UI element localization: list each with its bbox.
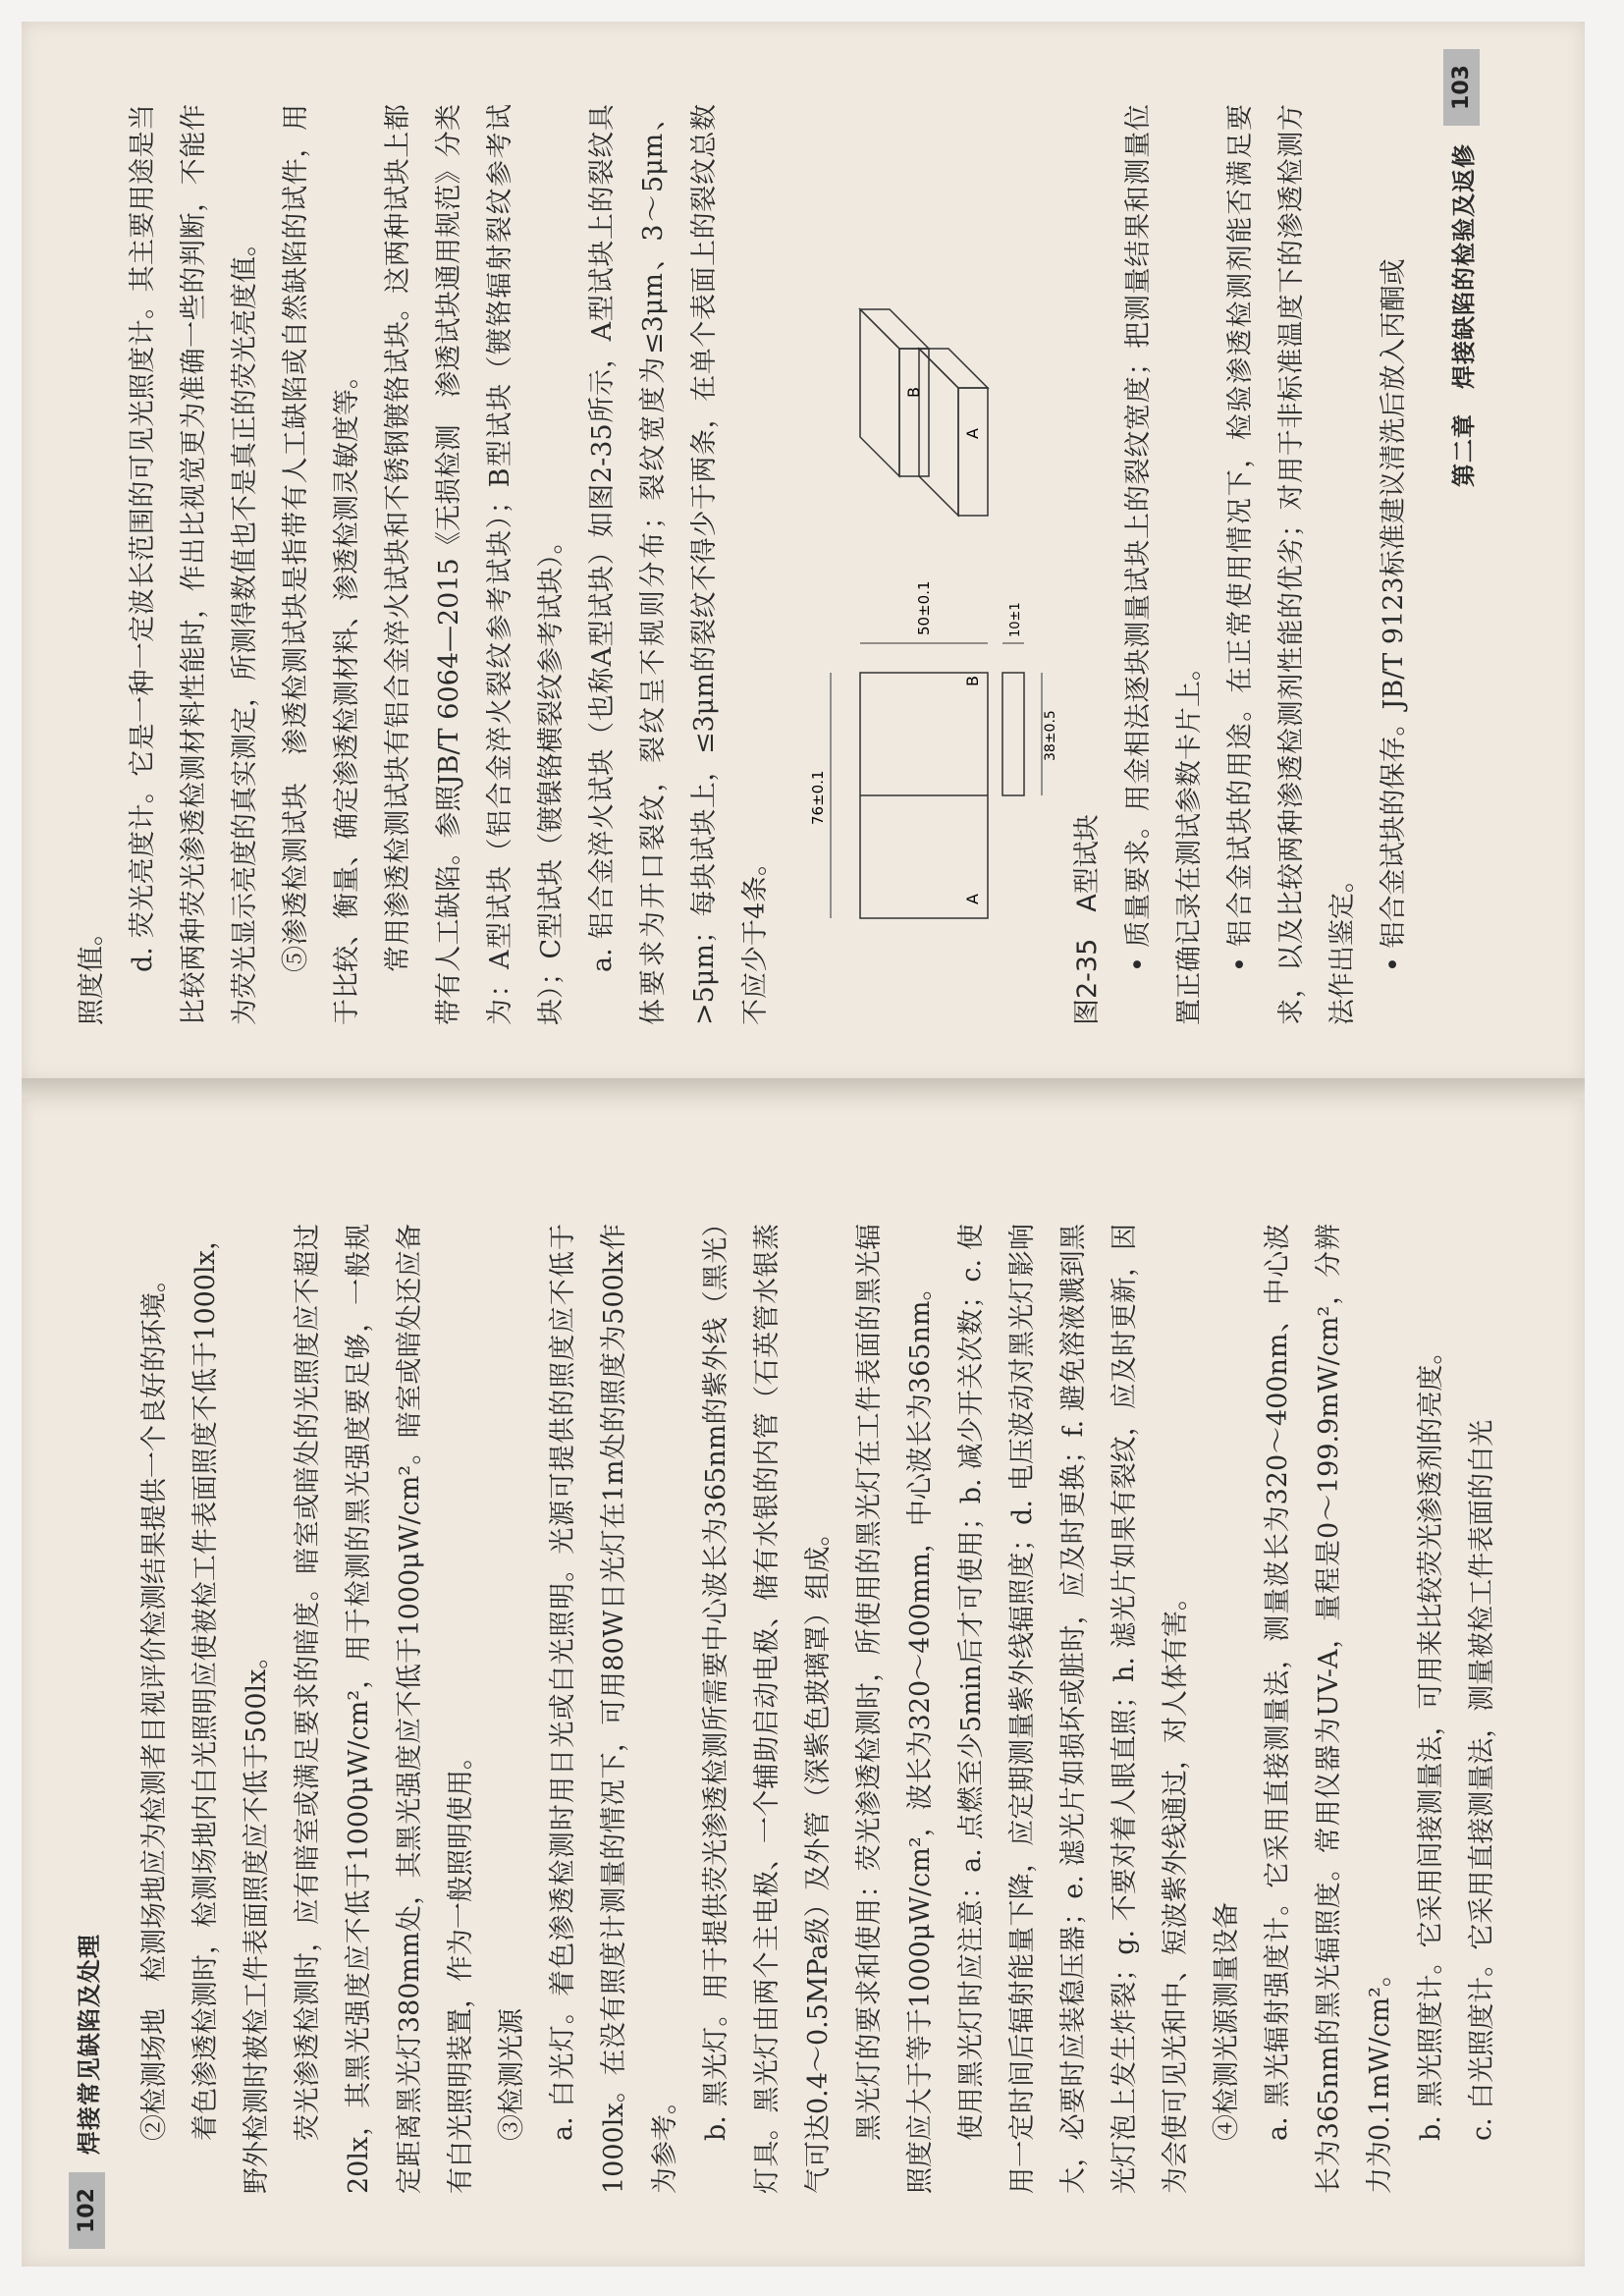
right-paragraph: 常用渗透检测试块有铝合金淬火试块和不锈钢镀铬试块。这两种试块上都带有人工缺陷。参照JB/T 6064—2015《无损检测 渗透试块通用规范》分类为：A型试块（铝合金淬火裂纹参考试块）；B型试块（镀铬辐射裂纹参考试块）；C型试块（镀镍铬横裂纹参考试块）。	[383, 104, 567, 1025]
iso-label-a: A	[963, 428, 982, 439]
dim-half: 38±0.5	[1043, 710, 1058, 761]
left-running-header	[59, 1169, 114, 2249]
right-paragraph: d. 荧光亮度计。它是一种一定波长范围的可见光照度计。其主要用途是当比较两种荧光渗透检测材料性能时，作出比视觉更为准确一些的判断，不能作为荧光显示亮度的真实测定，所测得数值也不是真正的荧光亮度值。	[128, 104, 260, 1025]
label-a: A	[963, 894, 982, 904]
left-section-heading: ④检测光源测量设备	[1212, 1902, 1242, 2141]
right-paragraph: ⑤渗透检测试块 渗透检测试块是指带有人工缺陷或自然缺陷的试件，用于比较、衡量、确定渗透检测材料、渗透检测灵敏度等。	[281, 104, 362, 1025]
left-paragraph: b. 黑光灯。用于提供荧光渗透检测所需要中心波长为365nm的紫外线（黑光）灯具。黑光灯由两个主电极、一个辅助启动电极、储有水银的内管（石英管水银蒸气可达0.4～0.5MPa级）及外管（深紫色玻璃罩）组成。	[701, 1224, 834, 2194]
left-paragraph: 着色渗透检测时，检测场地内白光照明应使被检工件表面照度不低于1000lx，野外检测时被检工件表面照度应不低于500lx。	[190, 1224, 272, 2194]
right-page-content	[59, 49, 1591, 1080]
iso-label-b: B	[904, 387, 923, 398]
right-bullet: • 质量要求。用金相法逐块测量试块上的裂纹宽度；把测量结果和测量位置正确记录在测试参数卡片上。	[1113, 104, 1216, 1025]
dim-length: 76±0.1	[809, 770, 827, 825]
left-page-body	[114, 1169, 1508, 2249]
right-paragraph: a. 铝合金淬火试块（也称A型试块）如图2-35所示，A型试块上的裂纹具体要求为开口裂纹，裂纹呈不规则分布；裂纹宽度为≤3μm、3～5μm、>5μm；每块试块上，≤3μm的裂纹不得少于两条，在单个表面上的裂纹总数不应少于4条。	[587, 104, 771, 1025]
left-paragraph: 黑光灯的要求和使用：荧光渗透检测时，所使用的黑光灯在工件表面的黑光辐照度应大于等于1000μW/cm²，波长为320～400mm，中心波长为365nm。	[854, 1224, 936, 2194]
left-paragraph: c. 白光照度计。它采用直接测量法，测量被检工件表面的白光	[1467, 1419, 1497, 2141]
figure-a-type-test-block	[791, 104, 1056, 1025]
figure-caption: 图2-35 A型试块	[1072, 814, 1103, 1025]
right-bullet: • 铝合金试块的用途。在正常使用情况下，检验渗透检测剂能否满足要求，以及比较两种渗透检测剂性能的优劣；对用于非标准温度下的渗透检测方法作出鉴定。	[1216, 104, 1369, 1025]
left-paragraph: a. 黑光辐射强度计。它采用直接测量法，测量波长为320～400nm、中心波长为365nm的黑光辐照度。常用仪器为UV-A，量程是0～199.9mW/cm²，分辨力为0.1mW/cm²。	[1263, 1224, 1395, 2194]
label-b: B	[963, 676, 982, 686]
right-paragraph: 照度值。	[77, 919, 107, 1025]
dim-thickness: 10±1	[1008, 602, 1023, 637]
left-paragraph: ②检测场地 检测场地应为检测者目视评价检测结果提供一个良好的环境。	[139, 1266, 170, 2141]
left-paragraph: 荧光渗透检测时，应有暗室或满足要求的暗度。暗室或暗处的光照度应不超过20lx，其黑光强度应不低于1000μW/cm²，用于检测的黑光强度要足够，一般规定距离黑光灯380mm处，其黑光强度应不低于1000μW/cm²。暗室或暗处还应备有白光照明装置，作为一般照明使用。	[293, 1224, 476, 2194]
left-paragraph: a. 白光灯。着色渗透检测时用日光或白光照明。光源可提供的照度应不低于1000lx。在没有照度计测量的情况下，可用80W日光灯在1m处的照度为500lx作为参考。	[548, 1224, 680, 2194]
left-page-content	[59, 1169, 1591, 2249]
block-side-view	[1002, 673, 1024, 795]
right-running-title: 第二章 焊接缺陷的检验及返修	[1449, 142, 1478, 487]
dim-width: 50±0.1	[915, 580, 933, 635]
right-page-body	[59, 49, 1420, 1080]
left-page-number: 102	[69, 2172, 105, 2249]
right-page-number: 103	[1443, 49, 1480, 126]
left-running-title: 焊接常见缺陷及处理	[75, 1934, 103, 2156]
right-running-header	[1434, 49, 1489, 1080]
isometric-blocks	[860, 309, 988, 516]
test-block-drawing	[791, 191, 1056, 938]
right-bullet: • 铝合金试块的保存。JB/T 9123标准建议清洗后放入丙酮或	[1369, 104, 1420, 1025]
left-paragraph: 使用黑光灯时应注意：a. 点燃至少5min后才可使用；b. 减少开关次数；c. 使用一定时间后辐射能量下降，应定期测量紫外线辐照度；d. 电压波动对黑光灯影响大，必要时应装稳压器；e. 滤光片如损坏或脏时，应及时更换；f. 避免溶液溅到黑光灯泡上发生炸裂；g. 不要对着人眼直照；h. 滤光片如果有裂纹，应及时更新，因为会使可见光和中、短波紫外线通过，对人体有害。	[956, 1224, 1191, 2194]
left-section-heading: ③检测光源	[497, 2008, 527, 2141]
left-paragraph: b. 黑光照度计。它采用间接测量法，可用来比较荧光渗透剂的亮度。	[1416, 1338, 1446, 2141]
